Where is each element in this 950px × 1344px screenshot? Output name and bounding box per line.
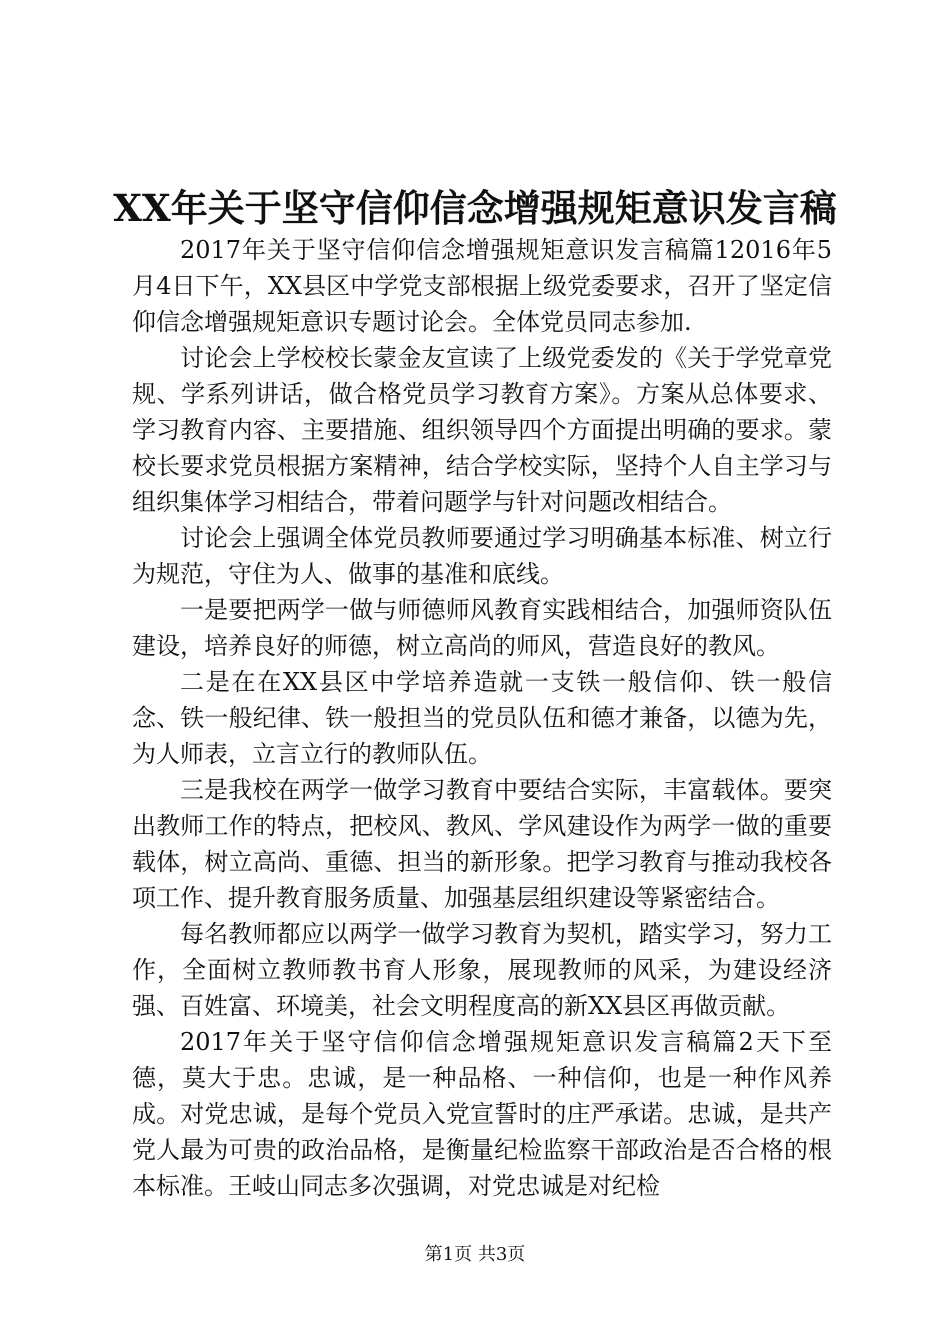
paragraph: 2017年关于坚守信仰信念增强规矩意识发言稿篇12016年5月4日下午，XX县区中学党支部根据上级党委要求，召开了坚定信仰信念增强规矩意识专题讨论会。全体党员同志参加.	[132, 236, 832, 336]
page-footer: 第1页 共3页	[424, 1244, 526, 1265]
paragraph: 二是在在XX县区中学培养造就一支铁一般信仰、铁一般信念、铁一般纪律、铁一般担当的党员队伍和德才兼备，以德为先，为人师表，立言立行的教师队伍。	[132, 668, 832, 768]
paragraph: 一是要把两学一做与师德师风教育实践相结合，加强师资队伍建设，培养良好的师德，树立高尚的师风，营造良好的教风。	[132, 596, 832, 660]
document-body	[132, 232, 832, 1204]
paragraph: 2017年关于坚守信仰信念增强规矩意识发言稿篇2天下至德，莫大于忠。忠诚，是一种品格、一种信仰，也是一种作风养成。对党忠诚，是每个党员入党宣誓时的庄严承诺。忠诚，是共产党人最为可贵的政治品格，是衡量纪检监察干部政治是否合格的根本标准。王岐山同志多次强调，对党忠诚是对纪检	[132, 1028, 832, 1200]
paragraph: 每名教师都应以两学一做学习教育为契机，踏实学习，努力工作，全面树立教师教书育人形象，展现教师的风采，为建设经济强、百姓富、环境美，社会文明程度高的新XX县区再做贡献。	[132, 920, 832, 1020]
paragraph: 讨论会上学校校长蒙金友宣读了上级党委发的《关于学党章党规、学系列讲话，做合格党员学习教育方案》。方案从总体要求、学习教育内容、主要措施、组织领导四个方面提出明确的要求。蒙校长要求党员根据方案精神，结合学校实际，坚持个人自主学习与组织集体学习相结合，带着问题学与针对问题改相结合。	[132, 344, 832, 516]
paragraph: 讨论会上强调全体党员教师要通过学习明确基本标准、树立行为规范，守住为人、做事的基准和底线。	[132, 524, 832, 588]
document-title: XX年关于坚守信仰信念增强规矩意识发言稿	[113, 186, 837, 230]
paragraph: 三是我校在两学一做学习教育中要结合实际，丰富载体。要突出教师工作的特点，把校风、教风、学风建设作为两学一做的重要载体，树立高尚、重德、担当的新形象。把学习教育与推动我校各项工作、提升教育服务质量、加强基层组织建设等紧密结合。	[132, 776, 832, 912]
